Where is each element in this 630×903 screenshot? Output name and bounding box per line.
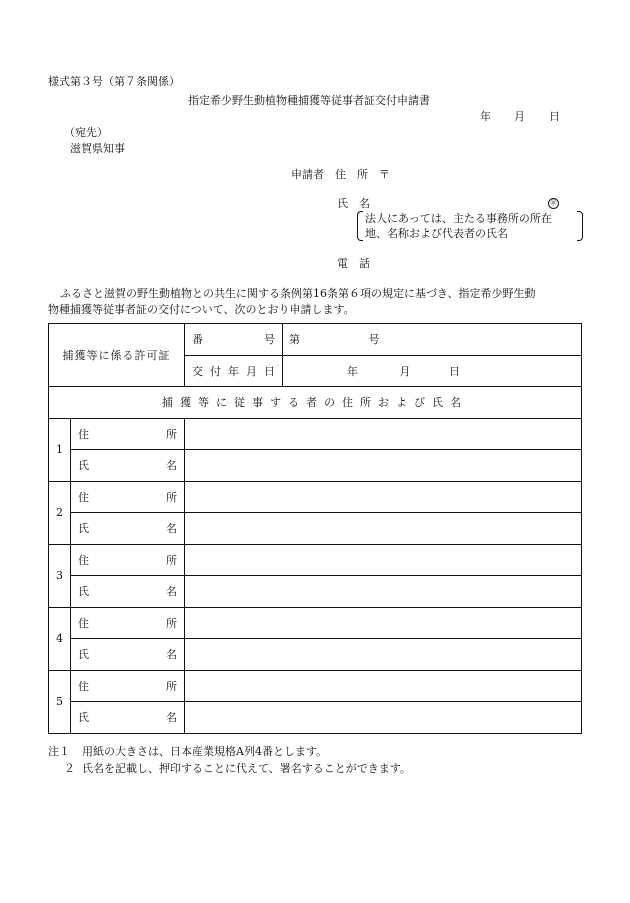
- name-label-char: 氏: [78, 711, 89, 725]
- issue-label-char: 交: [192, 364, 203, 378]
- person-address-row: [49, 544, 582, 576]
- applicant-label: 申請者: [291, 168, 324, 181]
- address-label-char: 住: [78, 490, 89, 504]
- person-name-row: [49, 576, 582, 608]
- name-label-char: 名: [166, 459, 177, 473]
- issue-year-label: 年: [347, 364, 358, 378]
- number-suffix: 号: [368, 333, 380, 347]
- date-year-label: 年: [480, 110, 491, 123]
- person-name-field[interactable]: [185, 450, 582, 482]
- note1-text: 用紙の大きさは、日本産業規格A列4番とします。: [82, 745, 328, 758]
- issue-date-label-cell: [185, 355, 283, 387]
- date-day-label: 日: [549, 110, 560, 123]
- note2-label: ２: [64, 762, 75, 775]
- number-prefix: 第: [289, 333, 300, 347]
- section-caption: 捕獲等に従事する者の住所および氏名: [49, 387, 582, 419]
- section-caption-row: [49, 387, 582, 419]
- issue-day-label: 日: [449, 364, 460, 378]
- applicant-name-label: 氏 名: [337, 197, 370, 210]
- person-number: 1: [49, 418, 71, 481]
- address-label-char: 住: [78, 427, 89, 441]
- issue-label-char: 年: [228, 364, 239, 378]
- person-address-row: [49, 607, 582, 639]
- person-number: 4: [49, 607, 71, 670]
- note-bracket-right: [577, 211, 583, 241]
- address-label-cell: [71, 607, 185, 639]
- issue-label-char: 月: [246, 364, 257, 378]
- issue-label-char: 日: [264, 364, 275, 378]
- note2-text: 氏名を記載し、押印することに代えて、署名することができます。: [82, 762, 411, 775]
- person-address-field[interactable]: [185, 607, 582, 639]
- note-bracket-left: [357, 211, 363, 241]
- permit-number-row: [49, 324, 582, 356]
- body-text-line1: ふるさと滋賀の野生動植物との共生に関する条例第16条第６項の規定に基づき、指定希少野生動: [60, 287, 536, 300]
- name-label-cell: [71, 702, 185, 734]
- person-name-row: [49, 639, 582, 671]
- name-label-char: 名: [166, 711, 177, 725]
- person-name-field[interactable]: [185, 702, 582, 734]
- body-text-line2: 物種捕獲等従事者証の交付について、次のとおり申請します。: [48, 303, 355, 316]
- date-month-label: 月: [514, 110, 525, 123]
- person-name-row: [49, 450, 582, 482]
- address-label-cell: [71, 544, 185, 576]
- person-name-field[interactable]: [185, 639, 582, 671]
- name-label-char: 名: [166, 522, 177, 536]
- person-address-row: [49, 481, 582, 513]
- number-label-char: 番: [192, 333, 203, 347]
- person-number: 2: [49, 481, 71, 544]
- address-label-char: 住: [78, 553, 89, 567]
- seal-mark: ㊞: [548, 198, 559, 209]
- issue-label-char: 付: [210, 364, 221, 378]
- name-label-char: 氏: [78, 648, 89, 662]
- document-title: 指定希少野生動植物種捕獲等従事者証交付申請書: [188, 94, 430, 107]
- address-label-cell: [71, 481, 185, 513]
- person-address-field[interactable]: [185, 481, 582, 513]
- person-name-field[interactable]: [185, 576, 582, 608]
- form-number: 様式第３号（第７条関係）: [48, 75, 180, 88]
- number-label-char: 号: [264, 333, 275, 347]
- name-label-cell: [71, 450, 185, 482]
- name-label-char: 氏: [78, 522, 89, 536]
- name-label-char: 名: [166, 585, 177, 599]
- permit-number-label-cell: [185, 324, 283, 356]
- applicant-phone-label: 電 話: [337, 257, 370, 270]
- address-label-cell: [71, 418, 185, 450]
- name-label-char: 名: [166, 648, 177, 662]
- address-label-char: 所: [166, 616, 177, 630]
- application-table: [48, 323, 582, 734]
- corp-note-line1: 法人にあっては、主たる事務所の所在: [365, 212, 552, 225]
- addressee-prefix: （宛先）: [64, 126, 108, 139]
- person-name-field[interactable]: [185, 513, 582, 545]
- person-name-row: [49, 513, 582, 545]
- address-label-char: 住: [78, 616, 89, 630]
- name-label-cell: [71, 576, 185, 608]
- address-label-char: 所: [166, 490, 177, 504]
- person-name-row: [49, 702, 582, 734]
- addressee-name: 滋賀県知事: [70, 142, 125, 155]
- person-address-row: [49, 418, 582, 450]
- name-label-char: 氏: [78, 585, 89, 599]
- permit-label-cell: 捕獲等に係る許可証: [49, 324, 185, 387]
- address-label-char: 住: [78, 679, 89, 693]
- name-label-char: 氏: [78, 459, 89, 473]
- applicant-address-label: 住 所 〒: [335, 168, 390, 181]
- name-label-cell: [71, 639, 185, 671]
- person-address-field[interactable]: [185, 670, 582, 702]
- person-number: 5: [49, 670, 71, 733]
- address-label-cell: [71, 670, 185, 702]
- person-address-field[interactable]: [185, 418, 582, 450]
- person-number: 3: [49, 544, 71, 607]
- person-address-row: [49, 670, 582, 702]
- name-label-cell: [71, 513, 185, 545]
- address-label-char: 所: [166, 679, 177, 693]
- corp-note-line2: 地、名称および代表者の氏名: [365, 227, 508, 240]
- permit-number-field[interactable]: [283, 324, 582, 356]
- address-label-char: 所: [166, 427, 177, 441]
- person-address-field[interactable]: [185, 544, 582, 576]
- note1-label: 注１: [48, 745, 70, 758]
- issue-date-field[interactable]: [283, 355, 582, 387]
- address-label-char: 所: [166, 553, 177, 567]
- issue-month-label: 月: [399, 364, 411, 378]
